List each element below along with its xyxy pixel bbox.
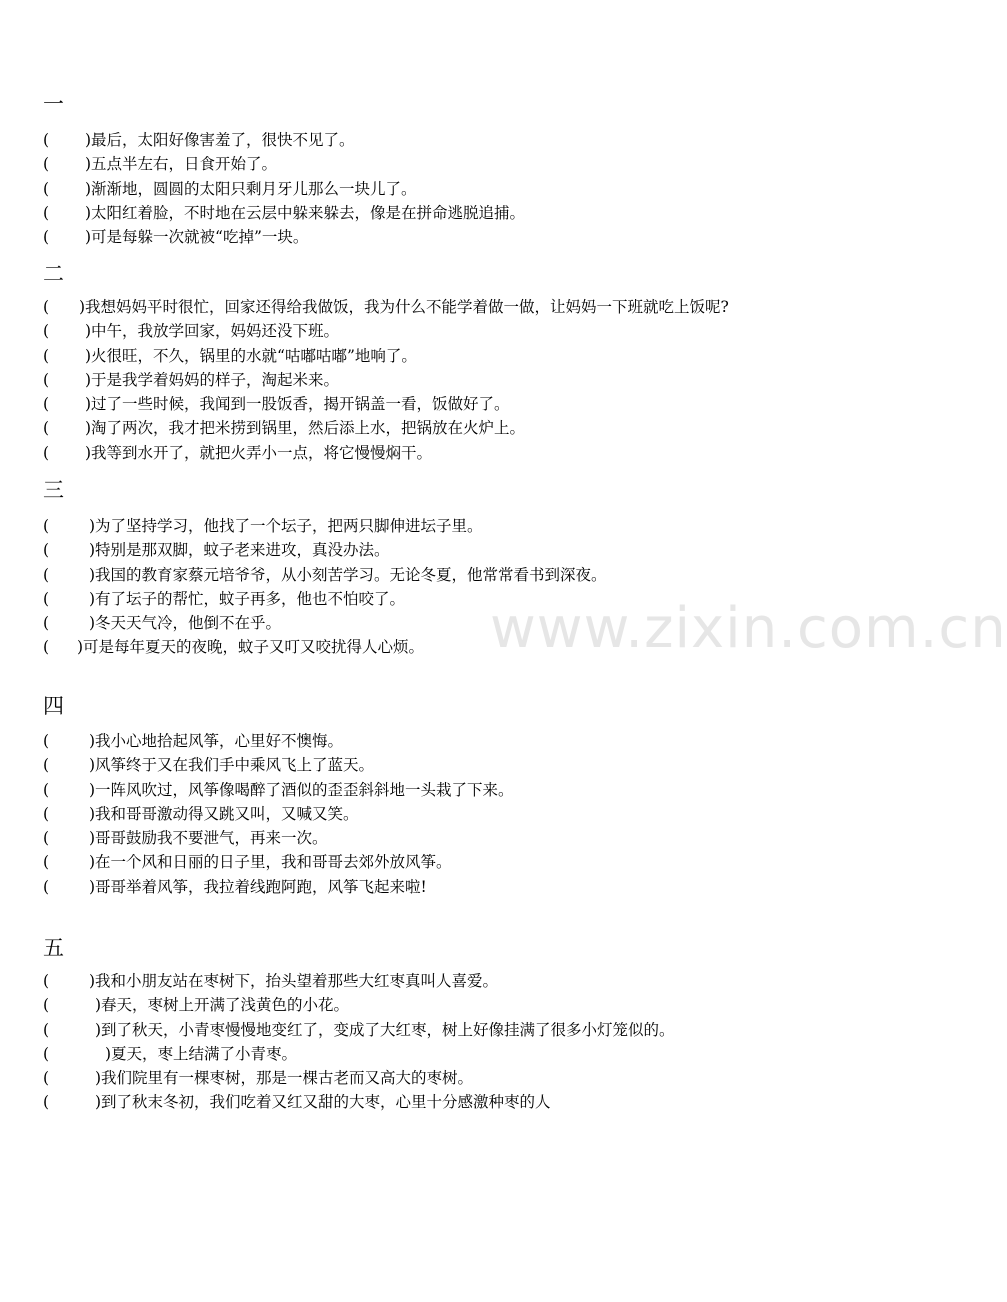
sentence-text: )中午，我放学回家，妈妈还没下班。 — [85, 322, 340, 341]
blank-open-paren: ( — [43, 1093, 50, 1112]
blank-open-paren: ( — [43, 322, 50, 341]
blank-open-paren: ( — [43, 829, 50, 848]
sentence-line — [43, 319, 900, 343]
sentence-text: )我小心地拾起风筝，心里好不懊悔。 — [89, 732, 344, 750]
blank-open-paren: ( — [43, 853, 50, 872]
blank-open-paren: ( — [43, 203, 50, 222]
blank-open-paren: ( — [43, 589, 50, 608]
section-1 — [43, 90, 900, 249]
sentence-text: )最后，太阳好像害羞了，很快不见了。 — [85, 131, 355, 149]
sentence-line — [43, 201, 900, 225]
sentence-text: )哥哥鼓励我不要泄气，再来一次。 — [89, 829, 328, 848]
blank-open-paren: ( — [43, 565, 50, 584]
sentence-line — [43, 875, 900, 899]
sentence-line — [43, 587, 900, 611]
sentence-line — [43, 563, 900, 587]
blank-open-paren: ( — [43, 419, 50, 438]
blank-open-paren: ( — [43, 732, 50, 750]
sentence-text: )我等到水开了，就把火弄小一点，将它慢慢焖干。 — [85, 443, 433, 462]
sentence-line — [43, 850, 900, 874]
sentence-line — [43, 514, 900, 538]
sentence-text: )于是我学着妈妈的样子，淘起米来。 — [85, 370, 340, 389]
sentence-line — [43, 177, 900, 201]
blank-open-paren: ( — [43, 298, 50, 316]
blank-open-paren: ( — [43, 370, 50, 389]
sentence-text: )可是每躲一次就被“吃掉”一块。 — [85, 228, 309, 247]
blank-open-paren: ( — [43, 443, 50, 462]
sentence-line — [43, 729, 900, 753]
sentence-line — [43, 368, 900, 392]
blank-open-paren: ( — [43, 1020, 50, 1039]
blank-open-paren: ( — [43, 131, 50, 149]
section-heading: 二 — [43, 262, 64, 286]
sentence-text: )哥哥举着风筝，我拉着线跑阿跑，风筝飞起来啦! — [89, 877, 427, 896]
sentence-text: )渐渐地，圆圆的太阳只剩月牙儿那么一块儿了。 — [85, 179, 417, 198]
sentence-line — [43, 1042, 900, 1066]
blank-open-paren: ( — [43, 877, 50, 896]
section-3 — [43, 476, 900, 660]
sentence-text: )春天，枣树上开满了浅黄色的小花。 — [95, 996, 350, 1015]
blank-open-paren: ( — [43, 1044, 50, 1063]
sentence-line — [43, 538, 900, 562]
blank-open-paren: ( — [43, 996, 50, 1015]
sentence-text: )我们院里有一棵枣树，那是一棵古老而又高大的枣树。 — [95, 1069, 474, 1088]
sentence-text: )淘了两次，我才把米捞到锅里，然后添上水，把锅放在火炉上。 — [85, 419, 526, 438]
blank-open-paren: ( — [43, 756, 50, 775]
sentence-line — [43, 1090, 900, 1114]
blank-open-paren: ( — [43, 614, 50, 633]
sentence-text: )火很旺，不久，锅里的水就“咕嘟咕嘟”地响了。 — [85, 346, 417, 365]
sentence-text: )我和小朋友站在枣树下，抬头望着那些大红枣真叫人喜爱。 — [89, 972, 499, 990]
sentence-text: )夏天，枣上结满了小青枣。 — [105, 1044, 298, 1063]
section-heading: 四 — [43, 694, 64, 718]
sentence-text: )我国的教育家蔡元培爷爷，从小刻苦学习。无论冬夏，他常常看书到深夜。 — [89, 565, 607, 584]
sentence-line — [43, 344, 900, 368]
sentence-text: )可是每年夏天的夜晚，蚊子又叮又咬扰得人心烦。 — [77, 638, 425, 657]
sentence-line — [43, 441, 900, 465]
sentence-text: )一阵风吹过，风筝像喝醉了酒似的歪歪斜斜地一头栽了下来。 — [89, 780, 514, 799]
section-4 — [43, 692, 900, 899]
sentence-line — [43, 826, 900, 850]
section-heading: 五 — [43, 936, 64, 960]
sentence-text: )我想妈妈平时很忙，回家还得给我做饭，我为什么不能学着做一做，让妈妈一下班就吃上饭呢? — [79, 298, 729, 316]
blank-open-paren: ( — [43, 804, 50, 823]
sentence-text: )有了坛子的帮忙，蚊子再多，他也不怕咬了。 — [89, 589, 406, 608]
sentence-line — [43, 128, 900, 152]
sentence-line — [43, 1018, 900, 1042]
blank-open-paren: ( — [43, 972, 50, 990]
blank-open-paren: ( — [43, 541, 50, 560]
section-heading: 三 — [43, 478, 64, 502]
blank-open-paren: ( — [43, 228, 50, 247]
blank-open-paren: ( — [43, 1069, 50, 1088]
sentence-text: )我和哥哥激动得又跳又叫，又喊又笑。 — [89, 804, 359, 823]
section-5 — [43, 934, 900, 1115]
blank-open-paren: ( — [43, 395, 50, 414]
blank-open-paren: ( — [43, 780, 50, 799]
sentence-text: )五点半左右，日食开始了。 — [85, 155, 278, 174]
section-heading: 一 — [43, 92, 64, 116]
sentence-text: )到了秋天，小青枣慢慢地变红了，变成了大红枣，树上好像挂满了很多小灯笼似的。 — [95, 1020, 675, 1039]
blank-open-paren: ( — [43, 517, 50, 535]
blank-open-paren: ( — [43, 638, 50, 657]
sentence-line — [43, 969, 900, 993]
sentence-text: )风筝终于又在我们手中乘风飞上了蓝天。 — [89, 756, 375, 775]
sentence-line — [43, 416, 900, 440]
sentence-line — [43, 635, 900, 659]
sentence-text: )过了一些时候，我闻到一股饭香，揭开锅盖一看，饭做好了。 — [85, 395, 510, 414]
blank-open-paren: ( — [43, 179, 50, 198]
sentence-line — [43, 993, 900, 1017]
sentence-text: )特别是那双脚，蚊子老来进攻，真没办法。 — [89, 541, 390, 560]
sentence-line — [43, 753, 900, 777]
sentence-line — [43, 778, 900, 802]
sentence-line — [43, 392, 900, 416]
sentence-line — [43, 802, 900, 826]
sentence-text: )为了坚持学习，他找了一个坛子，把两只脚伸进坛子里。 — [89, 517, 483, 535]
sentence-text: )在一个风和日丽的日子里，我和哥哥去郊外放风筝。 — [89, 853, 452, 872]
sentence-line — [43, 295, 900, 319]
sentence-text: )冬天天气冷，他倒不在乎。 — [89, 614, 282, 633]
sentence-text: )到了秋末冬初，我们吃着又红又甜的大枣，心里十分感激种枣的人 — [95, 1093, 551, 1112]
sentence-line — [43, 1066, 900, 1090]
sentence-line — [43, 152, 900, 176]
section-2 — [43, 260, 900, 465]
sentence-text: )太阳红着脸，不时地在云层中躲来躲去，像是在拼命逃脱追捕。 — [85, 203, 526, 222]
sentence-line — [43, 225, 900, 249]
watermark: www.zixin.com.cn — [490, 596, 1007, 661]
sentence-line — [43, 611, 900, 635]
blank-open-paren: ( — [43, 155, 50, 174]
blank-open-paren: ( — [43, 346, 50, 365]
